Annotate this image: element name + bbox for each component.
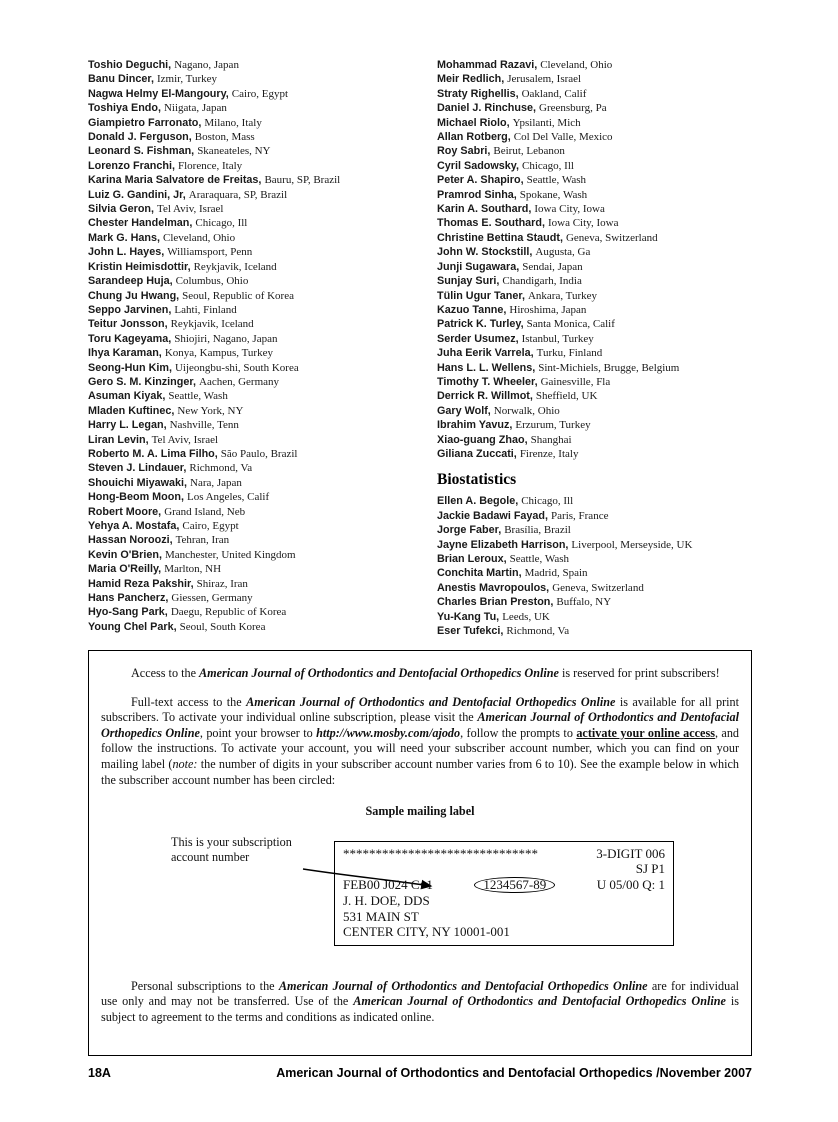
text-segment: American Journal of Orthodontics and Dentofacial Orthopedics Online	[278, 978, 648, 993]
reviewer-entry	[88, 505, 437, 519]
reviewer-entry	[437, 188, 752, 202]
reviewer-name: Toru Kageyama,	[88, 332, 172, 345]
reviewer-entry	[88, 245, 437, 259]
reviewer-name: Ellen A. Begole,	[437, 495, 519, 508]
reviewer-entry	[437, 404, 752, 418]
text-segment: the number of digits in your subscriber account number varies from 6 to 10). See the example below in which the subscriber account number has been circled:	[101, 756, 739, 787]
text-segment: Access to the	[131, 666, 200, 680]
reviewer-location: Williamsport, Penn	[167, 246, 253, 259]
reviewer-name: Juha Eerik Varrela,	[437, 347, 534, 360]
text-segment: note:	[172, 756, 198, 771]
reviewer-entry	[437, 361, 752, 375]
reviewer-location: Sheffield, UK	[535, 390, 598, 403]
reviewer-name: Toshio Deguchi,	[88, 59, 172, 71]
reviewer-location: Aachen, Germany	[199, 375, 280, 388]
notice-paragraph-3	[101, 979, 739, 1026]
reviewer-name: Meir Redlich,	[437, 73, 505, 86]
reviewer-location: São Paulo, Brazil	[220, 447, 298, 460]
reviewer-name: Seppo Jarvinen,	[88, 303, 172, 316]
reviewer-entry	[88, 433, 437, 447]
text-segment: is subject to agreement to the terms and conditions as indicated online.	[101, 994, 739, 1024]
reviewer-name: Giampietro Farronato,	[88, 116, 202, 129]
reviewer-entry	[437, 87, 752, 101]
reviewer-location: Araraquara, SP, Brazil	[188, 188, 288, 201]
reviewer-location: Uijeongbu-shi, South Korea	[174, 361, 299, 374]
sample-mailing-label	[334, 841, 674, 946]
reviewer-location: Seoul, South Korea	[179, 620, 266, 633]
reviewer-location: Firenze, Italy	[519, 447, 579, 460]
reviewer-name: Pramrod Sinha,	[437, 188, 517, 201]
label-line-4: J. H. DOE, DDS	[343, 892, 430, 908]
reviewer-name: Sunjay Suri,	[437, 275, 500, 288]
text-segment: Full-text access to the	[131, 694, 247, 709]
reviewer-name: Giliana Zuccati,	[437, 447, 517, 460]
reviewer-name: Straty Righellis,	[437, 87, 519, 100]
reviewer-location: Ankara, Turkey	[527, 289, 598, 302]
reviewer-entry	[88, 447, 437, 461]
reviewer-name: Maria O'Reilly,	[88, 563, 162, 576]
reviewer-name: Teitur Jonsson,	[88, 318, 168, 331]
reviewer-location: Jerusalem, Israel	[507, 73, 582, 86]
text-segment: American Journal of Orthodontics and Dentofacial Orthopedics Online	[246, 694, 616, 709]
reviewer-name: Gero S. M. Kinzinger,	[88, 375, 196, 388]
reviewer-entry	[437, 101, 752, 115]
reviewer-location: Columbus, Ohio	[175, 275, 249, 288]
reviewer-entry	[437, 317, 752, 331]
label-issue-code: FEB00 J024 C: 1	[343, 877, 433, 893]
reviewer-entry	[437, 375, 752, 389]
text-segment: are for individual use only and may not be transferred. Use of the	[101, 978, 739, 1009]
notice-paragraph-2	[101, 695, 739, 789]
reviewer-entry	[88, 605, 437, 619]
reviewer-name: Kevin O'Brien,	[88, 548, 162, 561]
reviewer-location: Seattle, Wash	[168, 390, 228, 403]
reviewer-location: Seattle, Wash	[509, 553, 570, 565]
reviewer-name: Mark G. Hans,	[88, 231, 161, 244]
reviewer-entry	[88, 159, 437, 173]
reviewer-entry	[88, 519, 437, 533]
reviewer-entry	[437, 346, 752, 360]
reviewer-entry	[437, 144, 752, 158]
reviewer-column-right	[437, 58, 752, 638]
reviewer-location: Oakland, Calif	[521, 87, 587, 100]
reviewer-entry	[88, 332, 437, 346]
reviewer-name: Jorge Faber,	[437, 524, 502, 537]
reviewer-entry	[88, 490, 437, 504]
reviewer-name: Nagwa Helmy El-Mangoury,	[88, 87, 229, 100]
reviewer-location: Beirut, Lebanon	[493, 145, 565, 158]
reviewer-location: Milano, Italy	[204, 116, 262, 129]
reviewer-name: Brian Leroux,	[437, 553, 507, 565]
reviewer-name: Karin A. Southard,	[437, 203, 532, 216]
reviewer-name: Donald J. Ferguson,	[88, 131, 192, 144]
text-segment: Personal subscriptions to the	[131, 978, 279, 993]
reviewer-entry	[437, 566, 752, 580]
reviewer-entry	[437, 72, 752, 86]
reviewer-column-left	[88, 58, 437, 638]
reviewer-name: Kazuo Tanne,	[437, 303, 507, 316]
reviewer-location: Nagano, Japan	[174, 59, 239, 71]
reviewer-name: Hans L. L. Wellens,	[437, 361, 536, 374]
reviewer-name: Steven J. Lindauer,	[88, 462, 187, 475]
reviewer-name: Anestis Mavropoulos,	[437, 581, 550, 594]
reviewer-name: Derrick R. Willmot,	[437, 390, 533, 403]
footer-journal-title: American Journal of Orthodontics and Dentofacial Orthopedics /November 2007	[276, 1066, 752, 1080]
reviewer-name: Michael Riolo,	[437, 116, 510, 129]
reviewer-name: John W. Stockstill,	[437, 246, 533, 259]
reviewer-name: Hamid Reza Pakshir,	[88, 577, 194, 590]
reviewer-location: Ypsilanti, Mich	[512, 116, 581, 129]
reviewer-location: Leeds, UK	[502, 610, 550, 623]
reviewer-entry	[437, 216, 752, 230]
reviewer-location: Florence, Italy	[177, 159, 243, 172]
reviewer-name: Patrick K. Turley,	[437, 318, 524, 331]
reviewer-name: Ihya Karaman,	[88, 347, 162, 360]
reviewer-location: Iowa City, Iowa	[534, 203, 605, 216]
footer-page-number: 18A	[88, 1066, 111, 1080]
reviewer-name: Shouichi Miyawaki,	[88, 476, 187, 489]
text-segment: , follow the prompts to	[460, 725, 577, 740]
reviewer-entry	[437, 332, 752, 346]
reviewer-location: Norwalk, Ohio	[493, 404, 560, 417]
reviewer-location: Cleveland, Ohio	[540, 59, 613, 71]
text-segment: American Journal of Orthodontics and Dentofacial Orthopedics Online	[353, 994, 726, 1009]
reviewer-location: Hiroshima, Japan	[509, 303, 587, 316]
reviewer-location: Geneva, Switzerland	[565, 231, 658, 244]
reviewer-name: Xiao-guang Zhao,	[437, 433, 528, 446]
reviewer-entry	[437, 289, 752, 303]
label-line-2: SJ P1	[635, 861, 665, 877]
reviewer-name: Daniel J. Rinchuse,	[437, 102, 537, 115]
reviewer-name: Jayne Elizabeth Harrison,	[437, 538, 569, 551]
reviewer-name: Hong-Beom Moon,	[88, 491, 184, 504]
reviewer-entry	[437, 389, 752, 403]
reviewer-location: Lahti, Finland	[174, 303, 237, 316]
reviewer-entry	[88, 533, 437, 547]
reviewer-entry	[88, 404, 437, 418]
reviewer-name: Kristin Heimisdottir,	[88, 260, 191, 273]
label-line-5: 531 MAIN ST	[343, 908, 419, 924]
reviewer-name: Junji Sugawara,	[437, 260, 520, 273]
reviewer-location: Los Angeles, Calif	[186, 491, 270, 504]
label-line-6: CENTER CITY, NY 10001-001	[343, 924, 510, 940]
reviewer-entry	[437, 303, 752, 317]
label-digit-code: 3-DIGIT 006	[596, 845, 665, 861]
reviewer-location: Greensburg, Pa	[539, 102, 607, 115]
reviewer-location: Santa Monica, Calif	[526, 318, 615, 331]
reviewer-entry	[88, 202, 437, 216]
reviewer-entry	[437, 159, 752, 173]
reviewer-entry	[88, 577, 437, 591]
reviewer-entry	[88, 548, 437, 562]
reviewer-name: Conchita Martin,	[437, 567, 522, 580]
reviewer-name: Silvia Geron,	[88, 203, 155, 216]
reviewer-location: Iowa City, Iowa	[547, 217, 619, 230]
reviewer-entry	[437, 116, 752, 130]
reviewer-entry	[88, 116, 437, 130]
reviewer-entry	[88, 231, 437, 245]
reviewer-location: Skaneateles, NY	[197, 145, 271, 158]
reviewer-name: Roy Sabri,	[437, 145, 491, 158]
reviewer-entry	[437, 433, 752, 447]
reviewer-location: Chicago, Ill	[195, 217, 248, 230]
reviewer-location: Gainesville, Fla	[540, 375, 611, 388]
reviewer-name: Chung Ju Hwang,	[88, 289, 180, 302]
reviewer-location: Nashville, Tenn	[169, 419, 239, 432]
reviewer-entry	[88, 130, 437, 144]
reviewer-location: Cairo, Egypt	[231, 87, 289, 100]
text-segment: American Journal of Orthodontics and Dentofacial Orthopedics Online	[101, 710, 739, 740]
reviewer-entry	[88, 476, 437, 490]
reviewer-entry	[437, 581, 752, 595]
reviewer-entry	[437, 202, 752, 216]
reviewer-name: Toshiya Endo,	[88, 102, 161, 115]
reviewer-location: New York, NY	[177, 404, 244, 417]
reviewer-name: Eser Tufekci,	[437, 625, 504, 638]
reviewer-entry	[437, 595, 752, 609]
reviewer-name: Hans Pancherz,	[88, 592, 169, 605]
reviewer-entry	[88, 303, 437, 317]
reviewer-location: Bauru, SP, Brazil	[264, 174, 341, 187]
reviewer-entry	[437, 231, 752, 245]
reviewer-location: Giessen, Germany	[171, 592, 253, 605]
reviewer-name: Mohammad Razavi,	[437, 59, 538, 71]
text-segment: is reserved for print subscribers!	[558, 666, 720, 680]
reviewer-location: Nara, Japan	[190, 476, 242, 489]
reviewer-location: Sendai, Japan	[522, 260, 583, 273]
reviewer-name: Gary Wolf,	[437, 404, 491, 417]
label-update-code: U 05/00 Q: 1	[596, 877, 665, 893]
reviewer-entry	[88, 562, 437, 576]
reviewer-entry	[437, 538, 752, 552]
reviewer-entry	[437, 58, 752, 72]
reviewer-location: Shiojiri, Nagano, Japan	[174, 332, 278, 345]
reviewer-name: Robert Moore,	[88, 505, 162, 518]
reviewer-name: Jackie Badawi Fayad,	[437, 509, 549, 522]
sample-label-heading: Sample mailing label	[365, 804, 475, 819]
sample-label-area	[101, 825, 739, 977]
reviewer-name: Peter A. Shapiro,	[437, 174, 524, 187]
label-stars: ******************************	[343, 845, 538, 861]
reviewer-entry	[437, 447, 752, 461]
reviewer-entry	[88, 144, 437, 158]
reviewer-location: Madrid, Spain	[524, 567, 588, 580]
annotation-note: This is your subscription account number	[171, 834, 292, 864]
reviewer-location: Buffalo, NY	[556, 596, 612, 609]
reviewer-location: Sint-Michiels, Brugge, Belgium	[538, 361, 680, 374]
reviewer-location: Tehran, Iran	[175, 534, 230, 547]
reviewer-entry	[88, 461, 437, 475]
reviewer-location: Tel Aviv, Israel	[151, 433, 219, 446]
reviewer-location: Grand Island, Neb	[164, 505, 246, 518]
reviewer-name: Charles Brian Preston,	[437, 596, 554, 609]
reviewer-entry	[437, 130, 752, 144]
reviewer-location: Turku, Finland	[536, 347, 603, 360]
reviewer-name: Timothy T. Wheeler,	[437, 375, 538, 388]
reviewer-name: Roberto M. A. Lima Filho,	[88, 447, 218, 460]
reviewer-name: Banu Dincer,	[88, 73, 154, 86]
reviewer-entry	[437, 552, 752, 566]
reviewer-entry	[437, 494, 752, 508]
reviewer-entry	[437, 624, 752, 638]
reviewer-entry	[88, 361, 437, 375]
reviewer-name: Hyo-Sang Park,	[88, 606, 168, 619]
reviewer-location: Izmir, Turkey	[157, 73, 218, 86]
reviewer-entry	[88, 346, 437, 360]
reviewer-location: Daegu, Republic of Korea	[170, 606, 287, 619]
reviewer-entry	[437, 509, 752, 523]
reviewer-entry	[88, 87, 437, 101]
reviewer-entry	[437, 523, 752, 537]
reviewer-location: Marlton, NH	[164, 563, 222, 576]
reviewer-name: Karina Maria Salvatore de Freitas,	[88, 174, 262, 187]
reviewer-entry	[88, 620, 437, 634]
reviewer-location: Col Del Valle, Mexico	[513, 131, 613, 144]
text-segment: , point your browser to	[199, 725, 317, 740]
circled-account-number: 1234567-89	[474, 877, 555, 893]
reviewer-name: Asuman Kiyak,	[88, 390, 166, 403]
text-segment: activate your online access	[576, 725, 715, 740]
reviewer-location: Seoul, Republic of Korea	[182, 289, 294, 302]
reviewer-location: Niigata, Japan	[163, 102, 227, 115]
reviewer-entry	[88, 591, 437, 605]
reviewer-location: Shanghai	[530, 433, 572, 446]
reviewer-name: Allan Rotberg,	[437, 131, 511, 144]
reviewer-location: Chicago, Ill	[522, 159, 574, 172]
notice-paragraph-1	[101, 666, 739, 682]
reviewer-entry	[88, 72, 437, 86]
biostatistics-heading: Biostatistics	[437, 471, 517, 489]
reviewer-location: Reykjavik, Iceland	[193, 260, 277, 273]
reviewer-name: Christine Bettina Staudt,	[437, 231, 563, 244]
reviewer-entry	[437, 260, 752, 274]
reviewer-location: Reykjavik, Iceland	[170, 318, 254, 331]
reviewer-name: Luiz G. Gandini, Jr,	[88, 188, 186, 201]
reviewer-location: Geneva, Switzerland	[552, 581, 644, 594]
reviewer-entry	[437, 610, 752, 624]
reviewer-list-right	[437, 58, 752, 461]
reviewer-name: Yu-Kang Tu,	[437, 610, 500, 623]
reviewer-entry	[88, 418, 437, 432]
reviewer-name: Tülin Ugur Taner,	[437, 289, 525, 302]
page-footer	[88, 1066, 752, 1080]
reviewer-location: Liverpool, Merseyside, UK	[571, 538, 693, 551]
reviewer-entry	[437, 173, 752, 187]
reviewer-entry	[88, 101, 437, 115]
reviewer-location: Chandigarh, India	[502, 275, 582, 288]
reviewer-entry	[88, 188, 437, 202]
reviewer-entry	[88, 58, 437, 72]
reviewer-name: Yehya A. Mostafa,	[88, 520, 180, 532]
reviewer-name: Harry L. Legan,	[88, 419, 167, 432]
reviewer-name: Seong-Hun Kim,	[88, 361, 172, 374]
reviewer-name: Cyril Sadowsky,	[437, 159, 520, 172]
reviewer-entry	[88, 274, 437, 288]
reviewer-location: Istanbul, Turkey	[521, 332, 594, 345]
reviewer-location: Paris, France	[551, 509, 609, 522]
reviewer-columns	[88, 58, 752, 638]
reviewer-name: Thomas E. Southard,	[437, 217, 545, 230]
reviewer-entry	[88, 173, 437, 187]
reviewer-entry	[437, 245, 752, 259]
reviewer-entry	[88, 289, 437, 303]
reviewer-location: Chicago, Ill	[521, 495, 574, 508]
reviewer-name: John L. Hayes,	[88, 246, 165, 259]
reviewer-location: Richmond, Va	[189, 462, 253, 475]
reviewer-entry	[437, 274, 752, 288]
reviewer-name: Leonard S. Fishman,	[88, 145, 195, 158]
reviewer-entry	[88, 389, 437, 403]
reviewer-entry	[88, 216, 437, 230]
reviewer-entry	[88, 260, 437, 274]
reviewer-entry	[88, 375, 437, 389]
label-line-1	[343, 846, 665, 862]
reviewer-location: Konya, Kampus, Turkey	[164, 347, 273, 360]
reviewer-location: Erzurum, Turkey	[515, 419, 591, 432]
reviewer-entry	[88, 317, 437, 331]
reviewer-name: Liran Levin,	[88, 433, 149, 446]
reviewer-location: Boston, Mass	[194, 131, 255, 144]
reviewer-name: Chester Handelman,	[88, 217, 193, 230]
label-line-3	[343, 877, 665, 893]
reviewer-location: Shiraz, Iran	[196, 577, 248, 590]
reviewer-name: Lorenzo Franchi,	[88, 159, 175, 172]
reviewer-location: Augusta, Ga	[535, 246, 591, 259]
reviewer-name: Serder Usumez,	[437, 332, 519, 345]
reviewer-name: Mladen Kuftinec,	[88, 404, 175, 417]
reviewer-name: Hassan Noroozi,	[88, 534, 173, 547]
reviewer-name: Sarandeep Huja,	[88, 275, 173, 288]
reviewer-entry	[437, 418, 752, 432]
reviewer-location: Spokane, Wash	[519, 188, 588, 201]
reviewer-location: Richmond, Va	[506, 625, 570, 638]
reviewer-location: Seattle, Wash	[526, 174, 587, 187]
biostatistics-list	[437, 494, 752, 638]
reviewer-location: Brasília, Brazil	[504, 524, 571, 537]
reviewer-location: Cairo, Egypt	[182, 520, 239, 532]
text-segment: , and follow the instructions. To activate your account, you will need your subscriber account number, which you can find on your mailing label (	[101, 725, 740, 771]
text-segment: http://www.mosby.com/ajodo	[316, 725, 461, 740]
reviewer-location: Cleveland, Ohio	[163, 231, 236, 244]
reviewer-name: Young Chel Park,	[88, 620, 177, 633]
reviewer-location: Tel Aviv, Israel	[157, 203, 224, 216]
reviewer-location: Manchester, United Kingdom	[164, 548, 296, 561]
text-segment: is available for all print subscribers. To activate your individual online subscription, please visit the	[101, 694, 739, 725]
text-segment: American Journal of Orthodontics and Dentofacial Orthopedics Online	[199, 666, 559, 680]
online-access-notice	[88, 650, 752, 1056]
reviewer-name: Ibrahim Yavuz,	[437, 419, 513, 432]
